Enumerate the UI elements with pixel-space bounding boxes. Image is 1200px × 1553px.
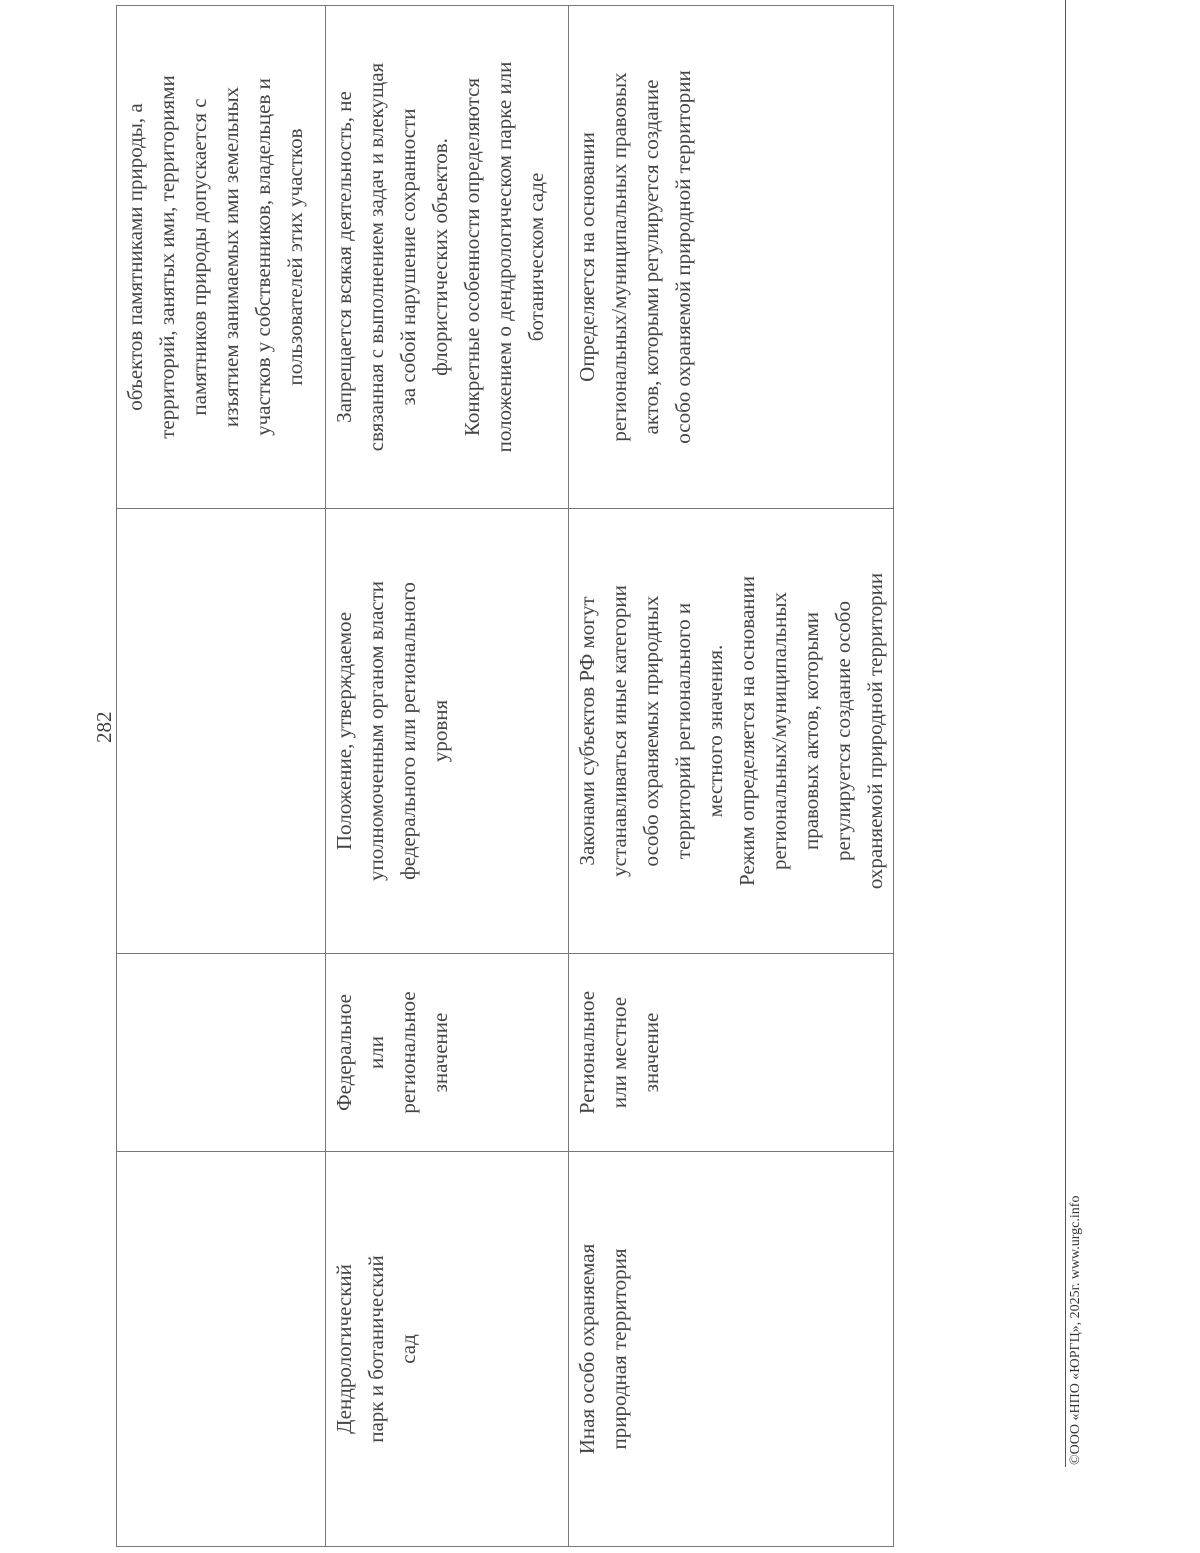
protected-areas-table: [116, 5, 894, 1547]
cell-text-line: федерального или регионального: [396, 582, 420, 880]
cell-text-line: устанавливаться иные категории: [607, 585, 631, 877]
cell-text-line: памятников природы допускается с: [187, 98, 211, 416]
cell-text-line: Иная особо охраняемая: [575, 1243, 599, 1455]
table-cell: [569, 1152, 894, 1547]
cell-text-line: сад: [396, 1334, 420, 1364]
table-row: [326, 6, 569, 1547]
cell-text-line: Региональное: [575, 990, 599, 1115]
cell-text-line: Федеральное: [332, 993, 356, 1112]
cell-text-line: охраняемой природной территории: [863, 572, 887, 890]
cell-text-line: региональных/муниципальных: [767, 591, 791, 871]
table-cell: [117, 6, 326, 509]
cell-text-line: особо охраняемых природных: [639, 595, 663, 867]
table-cell: [326, 6, 569, 509]
table-cell: [117, 1152, 326, 1547]
cell-text-line: парк и ботанический: [364, 1255, 388, 1443]
cell-text-line: связанная с выполнением задач и влекущая: [364, 62, 388, 452]
footer-copyright: ©ООО «НПО «ЮРГЦ», 2025г. www.urgc.info: [1068, 1195, 1083, 1465]
table-cell: [117, 954, 326, 1152]
page-number: 282: [92, 711, 116, 743]
table-row: [569, 6, 894, 1547]
cell-text-line: Запрещается всякая деятельность, не: [332, 91, 356, 423]
cell-text-line: территорий, занятых ими, территориями: [155, 75, 179, 439]
table-cell: [326, 1152, 569, 1547]
cell-text-line: объектов памятниками природы, а: [123, 103, 147, 411]
cell-text-line: за собой нарушение сохранности: [396, 108, 420, 406]
cell-text-line: флористических объектов.: [428, 138, 452, 376]
table-cell: [569, 954, 894, 1152]
cell-text-line: природная территория: [607, 1248, 631, 1450]
cell-text-line: пользователей этих участков: [283, 128, 307, 386]
footer-divider: [1065, 0, 1066, 1467]
cell-text-line: уполномоченным органом власти: [364, 580, 388, 882]
cell-text-line: правовых актов, которыми: [799, 611, 823, 851]
cell-text-line: Определяется на основании: [575, 132, 599, 382]
cell-text-line: Законами субъектов РФ могут: [575, 596, 599, 866]
table-cell: [117, 509, 326, 954]
cell-text-line: Дендрологический: [332, 1264, 356, 1434]
cell-text-line: местного значения.: [703, 644, 727, 818]
table-row: [117, 6, 326, 1547]
cell-text-line: или: [364, 1036, 388, 1069]
cell-text-line: ботаническом саде: [524, 172, 548, 342]
cell-text-line: территорий регионального и: [671, 602, 695, 860]
table-cell: [326, 954, 569, 1152]
cell-text-line: особо охраняемой природной территории: [671, 70, 695, 444]
cell-text-line: значение: [428, 1012, 452, 1093]
cell-text-line: региональных/муниципальных правовых: [607, 72, 631, 442]
cell-text-line: положением о дендрологическом парке или: [492, 61, 516, 453]
cell-text-line: регулируется создание особо: [831, 601, 855, 861]
cell-text-line: участков у собственников, владельцев и: [251, 78, 275, 436]
cell-text-line: актов, которыми регулируется создание: [639, 79, 663, 435]
cell-text-line: изъятием занимаемых ими земельных: [219, 86, 243, 428]
cell-text-line: Положение, утверждаемое: [332, 611, 356, 851]
table-cell: [569, 6, 894, 509]
cell-text-line: уровня: [428, 699, 452, 763]
cell-text-line: или местное: [607, 996, 631, 1109]
cell-text-line: значение: [639, 1012, 663, 1093]
table-cell: [326, 509, 569, 954]
cell-text-line: региональное: [396, 991, 420, 1114]
cell-text-line: Конкретные особенности определяются: [460, 77, 484, 437]
cell-text-line: Режим определяется на основании: [735, 576, 759, 886]
table-cell: [569, 509, 894, 954]
